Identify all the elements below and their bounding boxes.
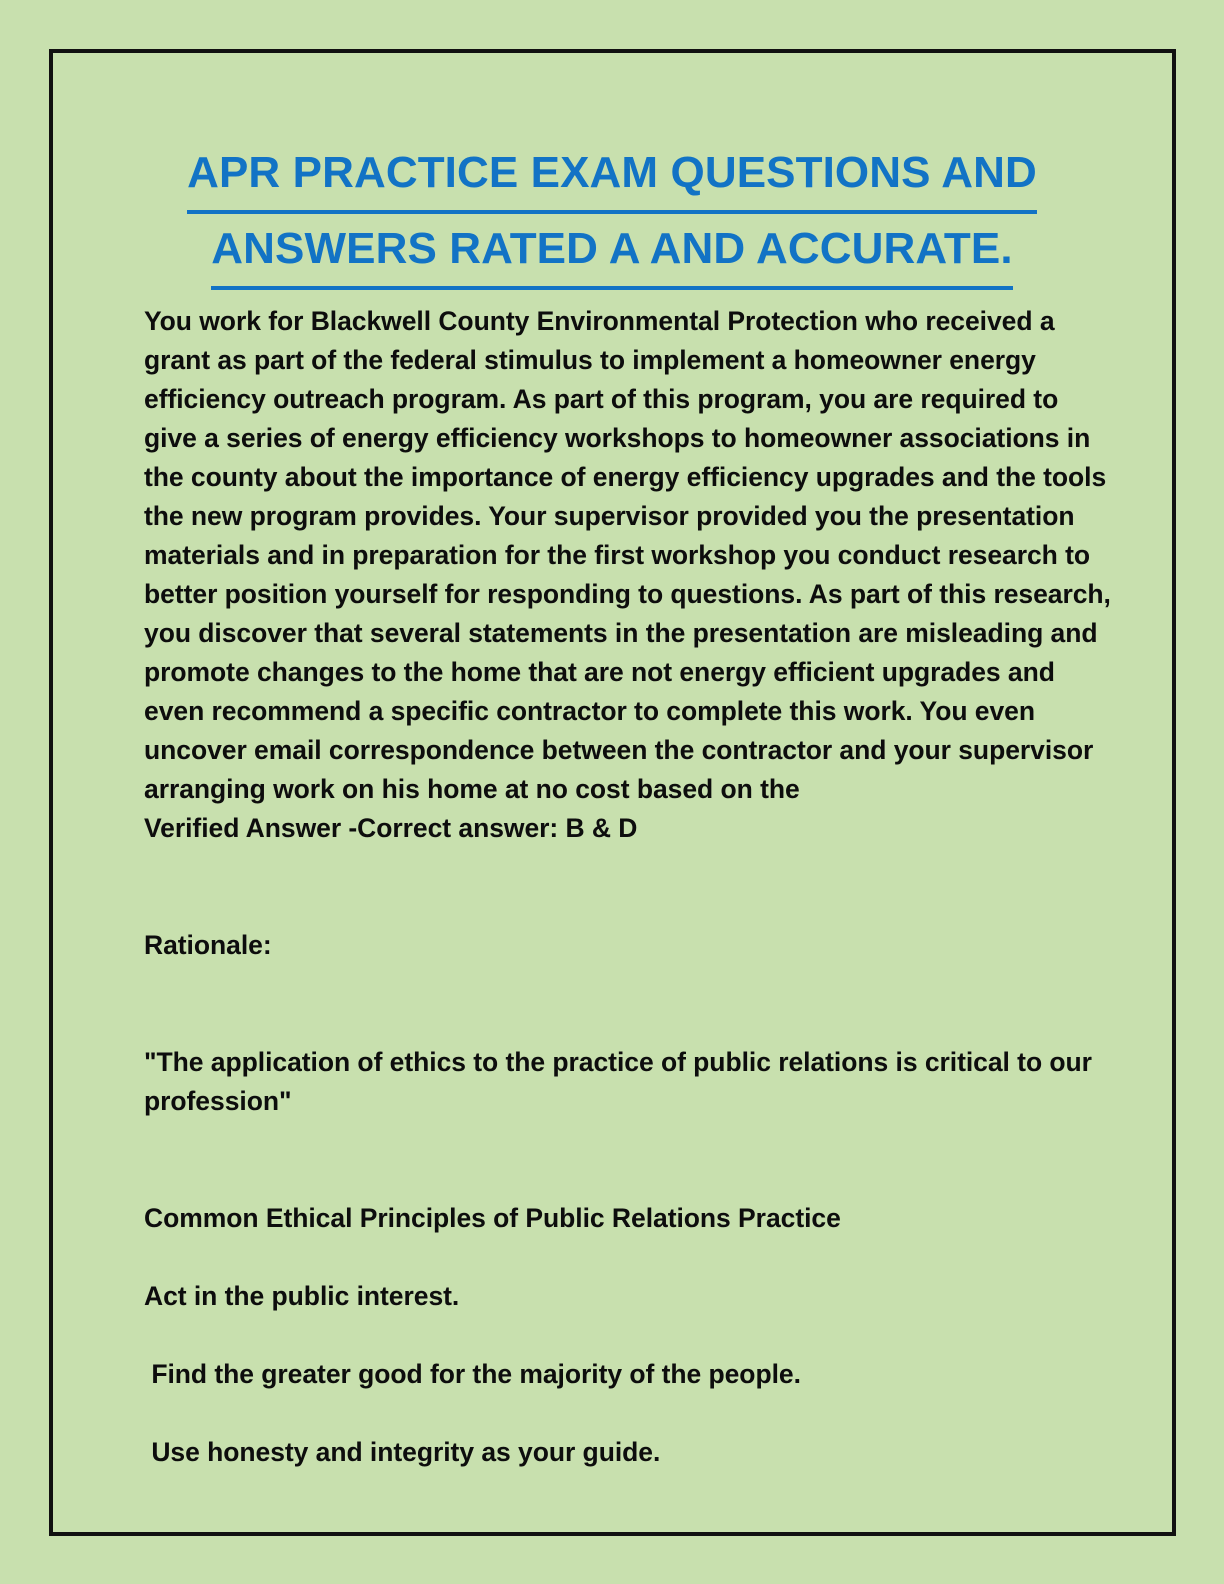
page-title-line-2 [144,216,1080,292]
question-paragraph [144,302,1111,809]
spacer [144,1394,1080,1433]
question-line: the county about the importance of energy efficiency upgrades and the tools [144,461,1107,492]
principle-item: Use honesty and integrity as your guide. [144,1436,661,1467]
question-line: You work for Blackwell County Environmental Protection who received a [144,305,1055,336]
document-body [144,302,1111,1472]
spacer [144,1121,1080,1160]
question-line: better position yourself for responding to questions. As part of this research, [144,578,1111,609]
spacer [144,1316,1080,1355]
ethics-quote-line: "The application of ethics to the practice of public relations is critical to our [144,1046,1092,1077]
principles-heading: Common Ethical Principles of Public Relations Practice [144,1202,841,1233]
question-line: promote changes to the home that are not energy efficient upgrades and [144,656,1055,687]
question-line: uncover email correspondence between the contractor and your supervisor [144,734,1094,765]
spacer [144,965,1080,1004]
spacer [144,1004,1080,1043]
principle-item: Act in the public interest. [144,1280,460,1311]
spacer [144,1160,1080,1199]
spacer [144,1238,1080,1277]
principle-item: Find the greater good for the majority of the people. [144,1358,801,1389]
question-line: efficiency outreach program. As part of this program, you are required to [144,383,1059,414]
ethics-quote [144,1043,1092,1121]
verified-answer-line: Verified Answer -Correct answer: B & D [144,812,638,843]
question-line: even recommend a specific contractor to complete this work. You even [144,695,1036,726]
rationale-heading: Rationale: [144,929,272,960]
question-line: materials and in preparation for the first workshop you conduct research to [144,539,1091,570]
question-line: grant as part of the federal stimulus to implement a homeowner energy [144,344,1036,375]
spacer [144,887,1080,926]
page-title-line-2-text: ANSWERS RATED A AND ACCURATE. [211,216,1012,290]
question-line: you discover that several statements in the presentation are misleading and [144,617,1098,648]
page-title-line-1 [144,140,1080,216]
question-line: arranging work on his home at no cost based on the [144,773,800,804]
page-title-line-1-text: APR PRACTICE EXAM QUESTIONS AND [187,140,1037,214]
document-content [144,140,1111,1472]
question-line: the new program provides. Your supervisor provided you the presentation [144,500,1075,531]
ethics-quote-line: profession" [144,1085,292,1116]
question-line: give a series of energy efficiency workshops to homeowner associations in [144,422,1091,453]
spacer [144,848,1080,887]
page-title [144,140,1080,292]
